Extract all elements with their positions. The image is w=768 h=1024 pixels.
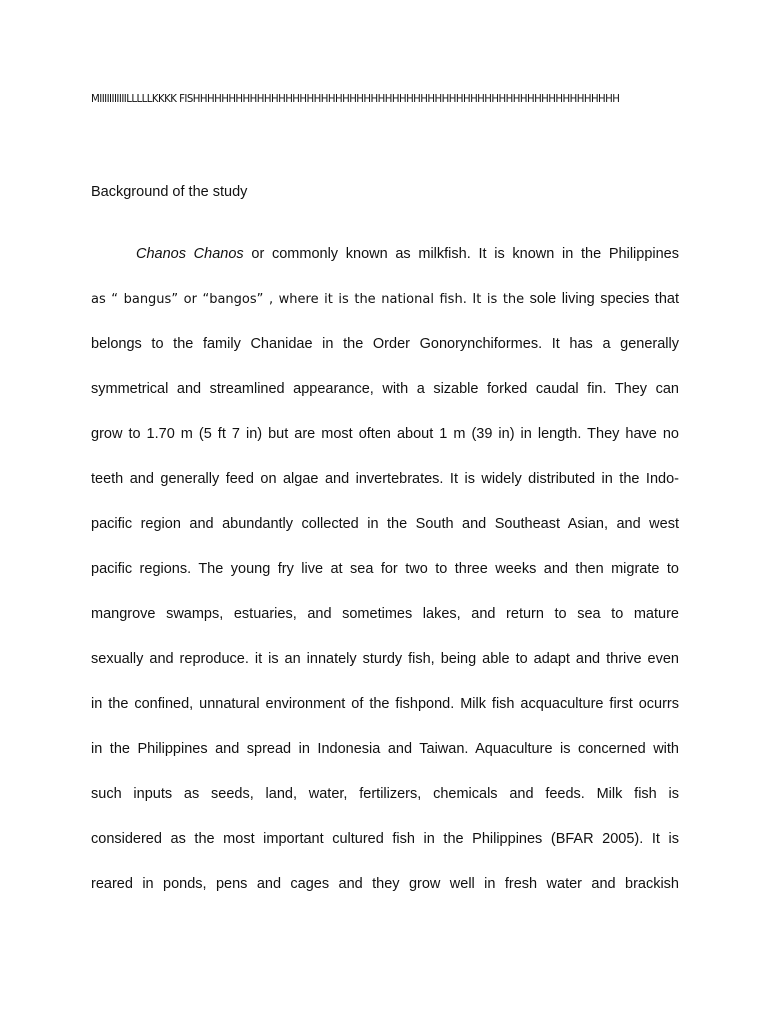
document-header: MIIIIIIIIIIILLLLLKKKK FISHHHHHHHHHHHHHHHHHHHHHHHHHHHHHHHHHHHHHHHHHHHHHHHHHHHHHHHHHHHH <box>91 94 620 105</box>
paragraph-line: in the Philippines and spread in Indonesia and Taiwan. Aquaculture is concerned with <box>91 741 679 757</box>
paragraph-line: symmetrical and streamlined appearance, with a sizable forked caudal fin. They can <box>91 381 679 397</box>
body-paragraph <box>91 239 679 914</box>
paragraph-line: teeth and generally feed on algae and invertebrates. It is widely distributed in the Indo- <box>91 471 679 487</box>
paragraph-line: reared in ponds, pens and cages and they grow well in fresh water and brackish <box>91 876 679 892</box>
section-heading: Background of the study <box>91 184 248 200</box>
species-name: Chanos Chanos <box>136 246 244 262</box>
paragraph-line: such inputs as seeds, land, water, fertilizers, chemicals and feeds. Milk fish is <box>91 786 679 802</box>
line-text: or commonly known as milkfish. It is known in the Philippines <box>243 246 679 262</box>
paragraph-line <box>91 239 679 284</box>
paragraph-line <box>91 284 679 329</box>
paragraph-line: grow to 1.70 m (5 ft 7 in) but are most often about 1 m (39 in) in length. They have no <box>91 426 679 442</box>
paragraph-line: pacific regions. The young fry live at sea for two to three weeks and then migrate to <box>91 561 679 577</box>
paragraph-line: considered as the most important cultured fish in the Philippines (BFAR 2005). It is <box>91 831 679 847</box>
line-text: as “ bangus” or “bangos” , where it is the national fish. It is the <box>91 292 525 307</box>
paragraph-line: in the confined, unnatural environment of the fishpond. Milk fish acquaculture first ocurrs <box>91 696 679 712</box>
paragraph-line: sexually and reproduce. it is an innately sturdy fish, being able to adapt and thrive even <box>91 651 679 667</box>
line-text: sole living species that <box>524 291 679 307</box>
paragraph-line: mangrove swamps, estuaries, and sometimes lakes, and return to sea to mature <box>91 606 679 622</box>
paragraph-line: belongs to the family Chanidae in the Order Gonorynchiformes. It has a generally <box>91 336 679 352</box>
paragraph-line: pacific region and abundantly collected in the South and Southeast Asian, and west <box>91 516 679 532</box>
